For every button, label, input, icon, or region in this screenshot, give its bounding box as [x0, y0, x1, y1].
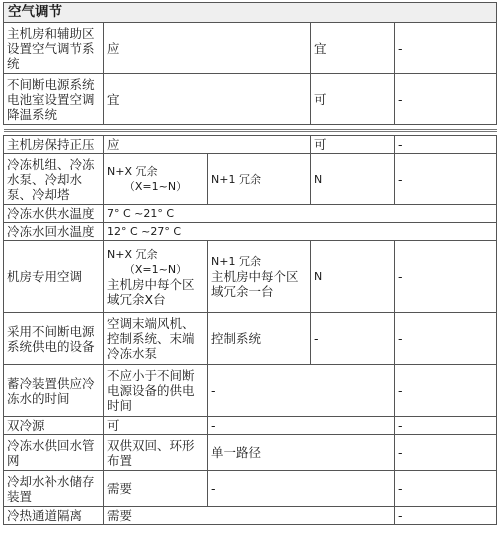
value-cell: - [395, 74, 497, 125]
value-cell: 空调末端风机、控制系统、末端冷冻水泵 [104, 313, 208, 365]
value-cell: - [395, 471, 497, 507]
value-cell [104, 241, 208, 313]
value-line: （X=1~N） [123, 180, 188, 193]
value-cell [208, 241, 311, 313]
table-row [4, 241, 497, 313]
table-row [4, 223, 497, 241]
item-cell: 采用不间断电源系统供电的设备 [4, 313, 104, 365]
table-row [4, 74, 497, 125]
value-cell: 不应小于不间断电源设备的供电时间 [104, 365, 208, 417]
item-cell: 冷冻水回水温度 [4, 223, 104, 241]
value-cell: 应 [104, 23, 311, 74]
value-cell: 需要 [104, 507, 395, 525]
section-header-row [4, 3, 497, 23]
table-row [4, 313, 497, 365]
value-cell: 宜 [311, 23, 395, 74]
value-cell: 应 [104, 136, 311, 154]
table-row [4, 507, 497, 525]
table-row [4, 417, 497, 435]
value-cell [104, 154, 208, 205]
table-row [4, 136, 497, 154]
value-cell: 单一路径 [208, 435, 395, 471]
value-line: 主机房中每个区域冗余X台 [107, 276, 195, 307]
item-cell: 冷冻机组、冷冻水泵、冷却水泵、冷却塔 [4, 154, 104, 205]
air-conditioning-table [3, 2, 497, 525]
value-cell: 可 [104, 417, 208, 435]
value-line: 主机房中每个区域冗余一台 [211, 269, 299, 299]
value-cell: 可 [311, 74, 395, 125]
value-cell: N [311, 154, 395, 205]
value-cell: 双供双回、环形布置 [104, 435, 208, 471]
value-cell: - [395, 154, 497, 205]
value-cell: 7° C ~21° C [104, 205, 497, 223]
item-cell: 蓄冷装置供应冷冻水的时间 [4, 365, 104, 417]
item-cell: 冷却水补水储存装置 [4, 471, 104, 507]
item-cell: 冷冻水供水温度 [4, 205, 104, 223]
value-cell: N [311, 241, 395, 313]
value-cell: - [208, 365, 395, 417]
value-cell: - [395, 23, 497, 74]
value-cell: 可 [311, 136, 395, 154]
value-cell: - [395, 313, 497, 365]
item-cell: 主机房和辅助区设置空气调节系统 [4, 23, 104, 74]
value-cell: 需要 [104, 471, 208, 507]
value-line: N+1 冗余 [211, 255, 261, 268]
table-row [4, 23, 497, 74]
value-cell: - [208, 417, 395, 435]
table-row [4, 471, 497, 507]
item-cell: 双冷源 [4, 417, 104, 435]
value-cell: - [395, 417, 497, 435]
item-cell: 机房专用空调 [4, 241, 104, 313]
value-cell: N+1 冗余 [208, 154, 311, 205]
item-cell: 冷热通道隔离 [4, 507, 104, 525]
value-line: （X=1~N） [123, 262, 188, 276]
value-line: N+X 冗余 [107, 165, 158, 178]
value-cell: - [395, 241, 497, 313]
item-cell: 不间断电源系统电池室设置空调降温系统 [4, 74, 104, 125]
value-cell: - [395, 507, 497, 525]
table-row [4, 435, 497, 471]
value-cell: - [311, 313, 395, 365]
item-cell: 冷冻水供回水管网 [4, 435, 104, 471]
value-cell: 宜 [104, 74, 311, 125]
value-cell: 12° C ~27° C [104, 223, 497, 241]
item-cell: 主机房保持正压 [4, 136, 104, 154]
table-row [4, 154, 497, 205]
table-row [4, 205, 497, 223]
value-cell: - [208, 471, 395, 507]
value-line: N+X 冗余 [107, 247, 158, 261]
table-row [4, 365, 497, 417]
value-cell: - [395, 365, 497, 417]
section-title: 空气调节 [4, 3, 497, 23]
value-cell: - [395, 136, 497, 154]
value-cell: - [395, 435, 497, 471]
value-cell: 控制系统 [208, 313, 311, 365]
